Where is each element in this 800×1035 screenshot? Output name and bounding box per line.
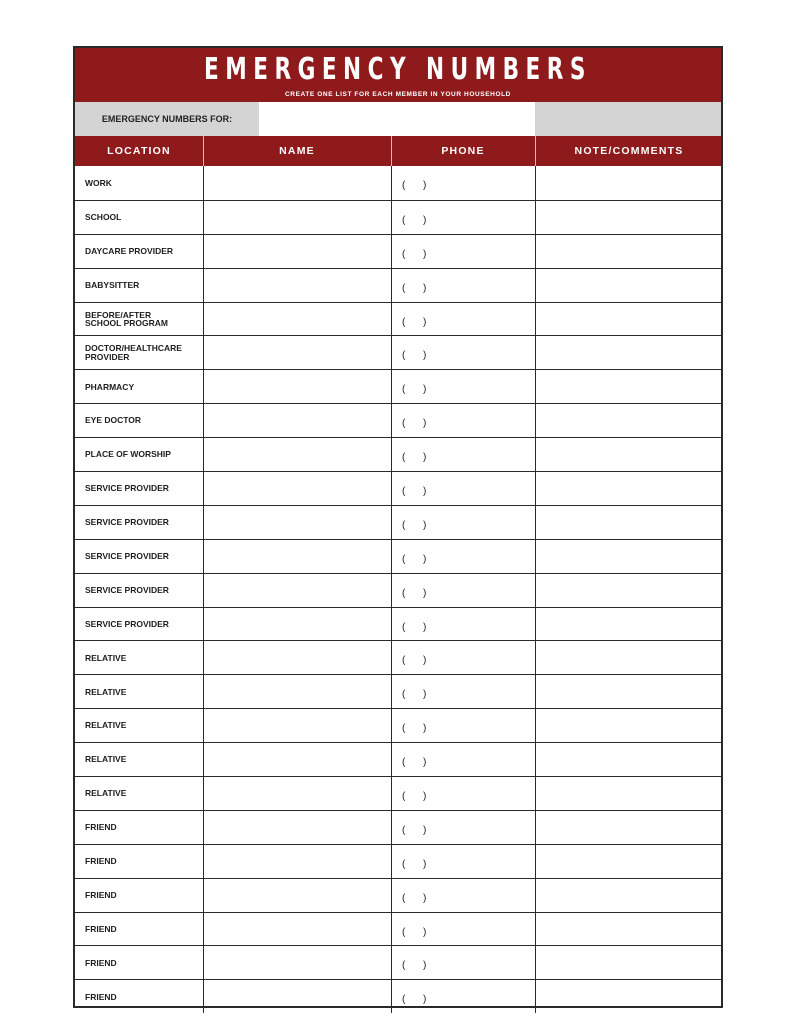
area-code-close-paren: ): [423, 757, 427, 769]
area-code-open-paren: (: [402, 689, 406, 701]
notes-cell[interactable]: [535, 201, 723, 234]
area-code-close-paren: ): [423, 655, 427, 667]
location-label: FRIEND: [85, 822, 117, 833]
name-cell[interactable]: [203, 438, 391, 471]
table-row: [75, 471, 721, 505]
name-cell[interactable]: [203, 506, 391, 539]
location-label: SERVICE PROVIDER: [85, 483, 169, 494]
table-row: [75, 708, 721, 742]
location-label: FRIEND: [85, 957, 117, 968]
area-code-close-paren: ): [423, 350, 427, 362]
phone-cell[interactable]: [391, 336, 535, 369]
location-label: FRIEND: [85, 889, 117, 900]
name-cell[interactable]: [203, 845, 391, 878]
phone-cell[interactable]: [391, 879, 535, 912]
location-label: FRIEND: [85, 856, 117, 866]
name-cell[interactable]: [203, 641, 391, 674]
location-label: SERVICE PROVIDER: [85, 550, 169, 561]
household-member-input[interactable]: [259, 102, 535, 136]
column-header-name: NAME: [279, 145, 315, 157]
contact-table-body: [75, 166, 721, 1013]
table-row: [75, 200, 721, 234]
area-code-open-paren: (: [402, 824, 406, 836]
location-label: DAYCARE PROVIDER: [85, 245, 174, 256]
location-cell: [75, 709, 203, 742]
area-code-open-paren: (: [402, 791, 406, 803]
location-cell: [75, 201, 203, 234]
name-cell[interactable]: [203, 709, 391, 742]
phone-cell[interactable]: [391, 980, 535, 1013]
name-cell[interactable]: [203, 235, 391, 268]
location-cell: [75, 269, 203, 302]
phone-cell[interactable]: [391, 811, 535, 844]
notes-cell[interactable]: [535, 980, 723, 1013]
location-cell: [75, 845, 203, 878]
name-cell[interactable]: [203, 303, 391, 336]
table-row: [75, 912, 721, 946]
location-label: EYE DOCTOR: [85, 415, 142, 426]
phone-cell[interactable]: [391, 913, 535, 946]
area-code-close-paren: ): [423, 486, 427, 498]
location-cell: [75, 743, 203, 776]
location-cell: [75, 235, 203, 268]
location-cell: [75, 166, 203, 200]
table-header: [75, 136, 721, 166]
column-header-phone: PHONE: [441, 145, 485, 157]
area-code-close-paren: ): [423, 248, 427, 260]
location-cell: [75, 303, 203, 336]
location-label: SERVICE PROVIDER: [85, 517, 169, 528]
area-code-open-paren: (: [402, 587, 406, 599]
notes-cell[interactable]: [535, 404, 723, 437]
area-code-open-paren: (: [402, 248, 406, 260]
location-label: WORK: [85, 177, 112, 188]
location-label: DOCTOR/HEALTHCARE: [85, 343, 182, 354]
notes-cell[interactable]: [535, 336, 723, 369]
location-cell: [75, 608, 203, 641]
area-code-close-paren: ): [423, 384, 427, 396]
table-row: [75, 505, 721, 539]
notes-cell[interactable]: [535, 574, 723, 607]
page-subtitle: CREATE ONE LIST FOR EACH MEMBER IN YOUR HOUSEHOLD: [285, 91, 511, 98]
location-cell: [75, 641, 203, 674]
notes-cell[interactable]: [535, 506, 723, 539]
notes-cell[interactable]: [535, 913, 723, 946]
name-cell[interactable]: [203, 472, 391, 505]
table-row: [75, 742, 721, 776]
table-row: [75, 878, 721, 912]
notes-cell[interactable]: [535, 269, 723, 302]
notes-cell[interactable]: [535, 235, 723, 268]
household-member-row: [75, 102, 721, 136]
location-label: RELATIVE: [85, 720, 127, 731]
phone-cell[interactable]: [391, 303, 535, 336]
table-row: [75, 369, 721, 403]
area-code-open-paren: (: [402, 655, 406, 667]
area-code-open-paren: (: [402, 994, 406, 1006]
area-code-close-paren: ): [423, 621, 427, 633]
table-row: [75, 268, 721, 302]
table-row: [75, 640, 721, 674]
area-code-open-paren: (: [402, 723, 406, 735]
notes-cell[interactable]: [535, 303, 723, 336]
area-code-close-paren: ): [423, 180, 427, 191]
location-label: RELATIVE: [85, 788, 127, 799]
location-cell: [75, 540, 203, 573]
area-code-open-paren: (: [402, 350, 406, 362]
table-row: [75, 539, 721, 573]
location-label: BEFORE/AFTER: [85, 309, 152, 320]
phone-cell[interactable]: [391, 675, 535, 708]
phone-cell[interactable]: [391, 845, 535, 878]
column-header-location: LOCATION: [107, 145, 171, 157]
phone-cell[interactable]: [391, 608, 535, 641]
name-cell[interactable]: [203, 743, 391, 776]
location-cell: [75, 946, 203, 979]
notes-cell[interactable]: [535, 641, 723, 674]
column-header-notes: NOTE/COMMENTS: [574, 145, 684, 157]
area-code-close-paren: ): [423, 282, 427, 294]
table-row: [75, 437, 721, 471]
notes-cell[interactable]: [535, 370, 723, 403]
phone-cell[interactable]: [391, 235, 535, 268]
name-cell[interactable]: [203, 574, 391, 607]
location-cell: [75, 438, 203, 471]
location-cell: [75, 574, 203, 607]
location-cell: [75, 879, 203, 912]
location-label: RELATIVE: [85, 652, 127, 663]
phone-cell[interactable]: [391, 166, 535, 200]
name-cell[interactable]: [203, 269, 391, 302]
location-label: SERVICE PROVIDER: [85, 584, 169, 595]
table-row: [75, 674, 721, 708]
notes-cell[interactable]: [535, 743, 723, 776]
area-code-open-paren: (: [402, 519, 406, 531]
area-code-close-paren: ): [423, 689, 427, 701]
area-code-close-paren: ): [423, 723, 427, 735]
location-label: SCHOOL PROGRAM: [85, 318, 168, 328]
name-cell[interactable]: [203, 946, 391, 979]
area-code-open-paren: (: [402, 757, 406, 769]
area-code-close-paren: ): [423, 553, 427, 565]
notes-cell[interactable]: [535, 472, 723, 505]
area-code-open-paren: (: [402, 486, 406, 498]
notes-cell[interactable]: [535, 540, 723, 573]
area-code-close-paren: ): [423, 519, 427, 531]
location-label: PHARMACY: [85, 381, 135, 392]
name-cell[interactable]: [203, 336, 391, 369]
area-code-open-paren: (: [402, 960, 406, 972]
notes-cell[interactable]: [535, 946, 723, 979]
name-cell[interactable]: [203, 404, 391, 437]
area-code-close-paren: ): [423, 452, 427, 464]
area-code-close-paren: ): [423, 994, 427, 1006]
location-cell: [75, 913, 203, 946]
location-label: RELATIVE: [85, 754, 127, 765]
table-row: [75, 335, 721, 369]
area-code-open-paren: (: [402, 858, 406, 870]
area-code-open-paren: (: [402, 553, 406, 565]
area-code-open-paren: (: [402, 384, 406, 396]
notes-cell[interactable]: [535, 608, 723, 641]
location-cell: [75, 370, 203, 403]
area-code-close-paren: ): [423, 858, 427, 870]
area-code-close-paren: ): [423, 960, 427, 972]
phone-cell[interactable]: [391, 743, 535, 776]
phone-cell[interactable]: [391, 946, 535, 979]
location-label: RELATIVE: [85, 686, 127, 697]
name-cell[interactable]: [203, 777, 391, 810]
area-code-open-paren: (: [402, 452, 406, 464]
notes-cell[interactable]: [535, 438, 723, 471]
table-row: [75, 403, 721, 437]
name-cell[interactable]: [203, 980, 391, 1013]
phone-cell[interactable]: [391, 506, 535, 539]
name-cell[interactable]: [203, 879, 391, 912]
table-row: [75, 844, 721, 878]
name-cell[interactable]: [203, 811, 391, 844]
phone-cell[interactable]: [391, 574, 535, 607]
notes-cell[interactable]: [535, 879, 723, 912]
location-cell: [75, 675, 203, 708]
table-row: [75, 166, 721, 200]
area-code-close-paren: ): [423, 418, 427, 430]
table-row: [75, 573, 721, 607]
location-label: FRIEND: [85, 923, 117, 934]
name-cell[interactable]: [203, 913, 391, 946]
location-label: SCHOOL: [85, 212, 122, 223]
emergency-numbers-sheet: [73, 46, 723, 1008]
table-row: [75, 776, 721, 810]
table-row: [75, 979, 721, 1013]
area-code-close-paren: ): [423, 824, 427, 836]
table-row: [75, 810, 721, 844]
area-code-open-paren: (: [402, 418, 406, 430]
notes-cell[interactable]: [535, 811, 723, 844]
location-label: PROVIDER: [85, 351, 130, 362]
phone-cell[interactable]: [391, 472, 535, 505]
table-row: [75, 607, 721, 641]
area-code-close-paren: ): [423, 926, 427, 938]
phone-cell[interactable]: [391, 540, 535, 573]
area-code-open-paren: (: [402, 180, 406, 191]
title-band: [75, 48, 721, 102]
area-code-close-paren: ): [423, 316, 427, 328]
name-cell[interactable]: [203, 201, 391, 234]
notes-cell[interactable]: [535, 777, 723, 810]
area-code-close-paren: ): [423, 791, 427, 803]
location-cell: [75, 811, 203, 844]
location-cell: [75, 980, 203, 1013]
name-cell[interactable]: [203, 166, 391, 200]
notes-cell[interactable]: [535, 845, 723, 878]
name-cell[interactable]: [203, 675, 391, 708]
household-member-label: EMERGENCY NUMBERS FOR:: [101, 114, 233, 124]
area-code-close-paren: ): [423, 214, 427, 226]
page-title: EMERGENCY NUMBERS: [204, 52, 592, 87]
area-code-open-paren: (: [402, 282, 406, 294]
name-cell[interactable]: [203, 370, 391, 403]
area-code-open-paren: (: [402, 926, 406, 938]
location-cell: [75, 336, 203, 369]
phone-cell[interactable]: [391, 404, 535, 437]
phone-cell[interactable]: [391, 370, 535, 403]
phone-cell[interactable]: [391, 201, 535, 234]
location-cell: [75, 506, 203, 539]
area-code-open-paren: (: [402, 892, 406, 904]
table-row: [75, 234, 721, 268]
location-label: SERVICE PROVIDER: [85, 618, 169, 629]
area-code-open-paren: (: [402, 621, 406, 633]
area-code-close-paren: ): [423, 892, 427, 904]
notes-cell[interactable]: [535, 675, 723, 708]
phone-cell[interactable]: [391, 777, 535, 810]
phone-cell[interactable]: [391, 269, 535, 302]
location-cell: [75, 777, 203, 810]
phone-cell[interactable]: [391, 709, 535, 742]
area-code-close-paren: ): [423, 587, 427, 599]
location-label: PLACE OF WORSHIP: [85, 449, 171, 460]
name-cell[interactable]: [203, 608, 391, 641]
location-label: BABYSITTER: [85, 279, 140, 290]
table-row: [75, 945, 721, 979]
table-row: [75, 302, 721, 336]
phone-cell[interactable]: [391, 438, 535, 471]
phone-cell[interactable]: [391, 641, 535, 674]
name-cell[interactable]: [203, 540, 391, 573]
notes-cell[interactable]: [535, 166, 723, 200]
location-cell: [75, 404, 203, 437]
area-code-open-paren: (: [402, 316, 406, 328]
location-cell: [75, 472, 203, 505]
area-code-open-paren: (: [402, 214, 406, 226]
notes-cell[interactable]: [535, 709, 723, 742]
location-label: FRIEND: [85, 991, 117, 1002]
